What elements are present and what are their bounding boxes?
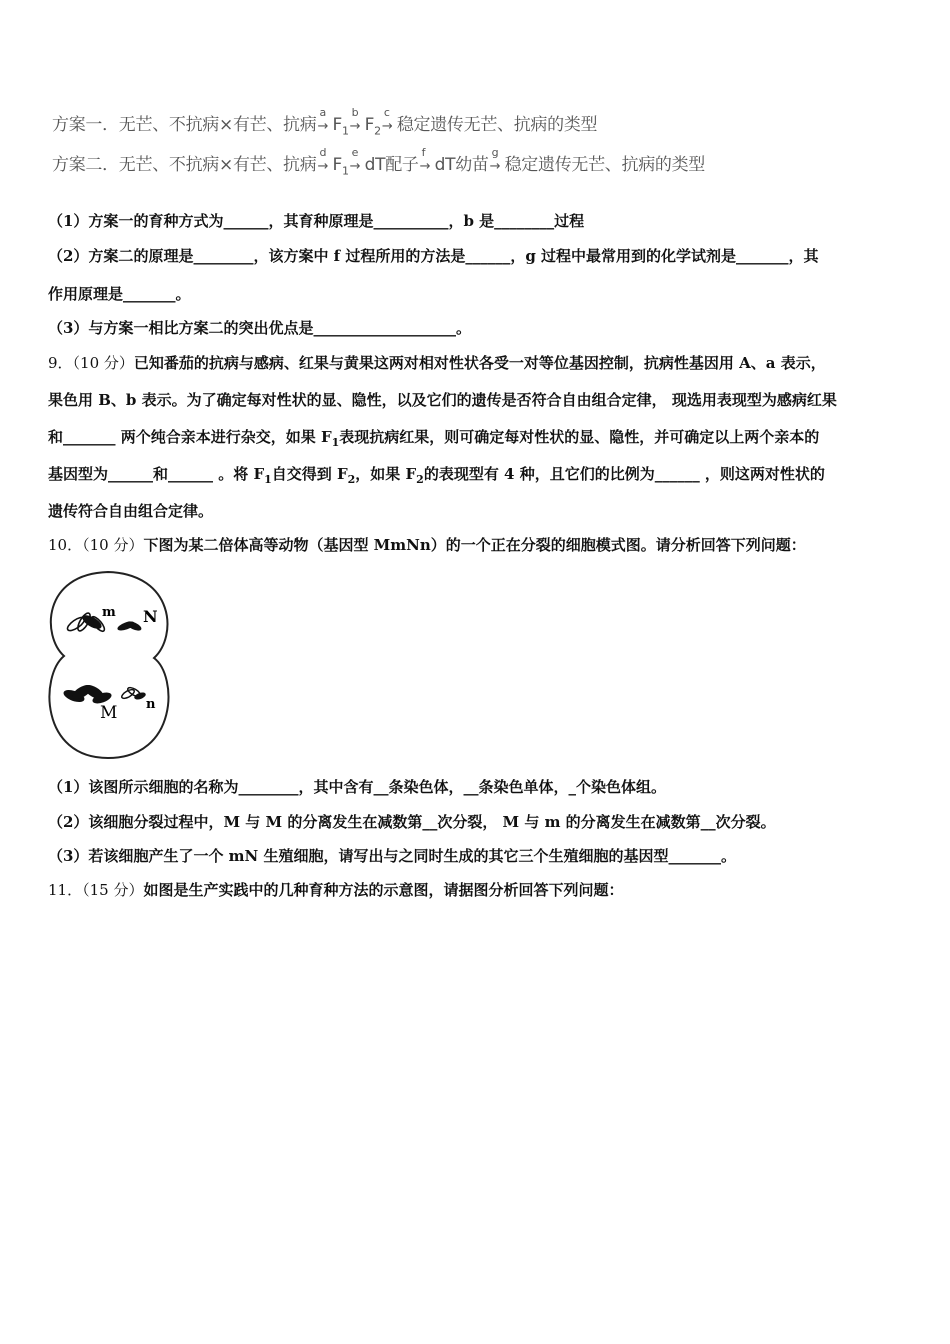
q10-text-1: 下图为某二倍体高等动物（基因型 MmNn）的一个正在分裂的细胞模式图。请分析回答下列问题： xyxy=(143,536,806,554)
scheme-plan-1 xyxy=(52,106,598,138)
q9-sub-4b: 2 xyxy=(347,473,356,486)
plan1-F2-sub: 2 xyxy=(374,124,381,138)
q8-line-3: 作用原理是_______。 xyxy=(48,285,191,303)
q10-number: 10．（10 分） xyxy=(48,536,144,554)
q9-number: 9．（10 分） xyxy=(48,354,134,372)
label-N: N xyxy=(143,607,158,626)
q9-text-3b: 表现抗病红果，则可确定每对性状的显、隐性，并可确定以上两个亲本的 xyxy=(339,428,820,446)
plan1-prefix: 方案一．无芒、不抗病×有芒、抗病 xyxy=(52,115,317,135)
arrow-a-label: a xyxy=(319,106,326,119)
arrow-f: f → xyxy=(419,146,431,174)
cell-membrane xyxy=(49,572,168,758)
q10-line-1 xyxy=(48,534,806,555)
q9-line-1 xyxy=(48,352,826,373)
q9-sub-4c: 2 xyxy=(416,473,424,486)
q9-line-3 xyxy=(48,426,819,449)
chromosome-m-upper xyxy=(66,611,107,633)
arrow-d: d → xyxy=(317,146,329,174)
q10-answer-1: （1）该图所示细胞的名称为________，其中含有__条染色体，__条染色单体，_个染色体组。 xyxy=(48,778,666,796)
arrow-c: c → xyxy=(381,106,393,134)
q9-text-4d: 的表现型有 4 种，且它们的比例为______ ，则这两对性状的 xyxy=(423,465,825,483)
plan1-F2: F xyxy=(364,115,375,135)
q9-text-4c: ，如果 F xyxy=(355,465,417,483)
chromosome-n-lower xyxy=(120,686,146,701)
q9-text-1: 已知番茄的抗病与感病、红果与黄果这两对相对性状各受一对等位基因控制，抗病性基因用 A、a 表示， xyxy=(133,354,826,372)
q9-sub-3: 1 xyxy=(331,436,340,449)
q9-text-4b: 自交得到 F xyxy=(271,465,348,483)
plan1-F1: F xyxy=(332,115,342,135)
q11-line-1 xyxy=(48,879,623,900)
arrow-d-label: d xyxy=(319,146,327,159)
q8-line-4: （3）与方案一相比方案二的突出优点是___________________。 xyxy=(48,319,471,337)
q10-answer-2: （2）该细胞分裂过程中，M 与 M 的分离发生在减数第__次分裂， M 与 m 的分离发生在减数第__次分裂。 xyxy=(48,813,776,831)
breeding-scheme-figure xyxy=(48,104,728,184)
plan1-F1-sub: 1 xyxy=(341,124,349,138)
q8-line-2: （2）方案二的原理是________，该方案中 f 过程所用的方法是______，g 过程中最常用到的化学试剂是_______，其 xyxy=(48,247,819,265)
arrow-e: e → xyxy=(349,146,361,174)
q9-line-5: 遗传符合自由组合定律。 xyxy=(48,502,214,520)
plan2-suffix: 稳定遗传无芒、抗病的类型 xyxy=(504,155,706,175)
plan2-dT-seedling: dT幼苗 xyxy=(434,155,489,175)
arrow-b: b → xyxy=(349,106,361,134)
plan2-F1: F xyxy=(332,155,342,175)
label-m: m xyxy=(102,605,116,620)
q11-number: 11．（15 分） xyxy=(48,881,144,899)
chromosome-N-upper xyxy=(116,619,142,632)
label-n: n xyxy=(146,697,156,712)
q9-text-3a: 和_______ 两个纯合亲本进行杂交，如果 F xyxy=(48,428,332,446)
plan1-suffix: 稳定遗传无芒、抗病的类型 xyxy=(396,115,598,135)
arrow-g: g → xyxy=(489,146,501,174)
plan2-F1-sub: 1 xyxy=(341,164,349,178)
q11-text-1: 如图是生产实践中的几种育种方法的示意图，请据图分析回答下列问题： xyxy=(143,881,624,899)
arrow-f-label: f xyxy=(421,146,426,159)
dividing-cell-figure xyxy=(46,566,176,762)
q9-line-4 xyxy=(48,463,825,486)
arrow-b-label: b xyxy=(351,106,359,119)
q9-sub-4a: 1 xyxy=(264,473,272,486)
q10-answer-3: （3）若该细胞产生了一个 mN 生殖细胞，请写出与之同时生成的其它三个生殖细胞的基因型_______。 xyxy=(48,847,736,865)
arrow-c-label: c xyxy=(383,106,390,119)
scheme-plan-2 xyxy=(52,146,706,178)
arrow-e-label: e xyxy=(351,146,359,159)
q9-text-4a: 基因型为______和______ 。将 F xyxy=(48,465,265,483)
plan2-dT-gamete: dT配子 xyxy=(364,155,419,175)
plan2-prefix: 方案二．无芒、不抗病×有芒、抗病 xyxy=(52,155,317,175)
arrow-g-label: g xyxy=(491,146,499,159)
q8-line-1: （1）方案一的育种方式为______，其育种原理是__________，b 是________过程 xyxy=(48,212,585,230)
q9-line-2: 果色用 B、b 表示。为了确定每对性状的显、隐性，以及它们的遗传是否符合自由组合定律， 现选用表现型为感病红果 xyxy=(48,391,837,409)
label-M: M xyxy=(100,703,118,723)
arrow-a: a → xyxy=(317,106,329,134)
